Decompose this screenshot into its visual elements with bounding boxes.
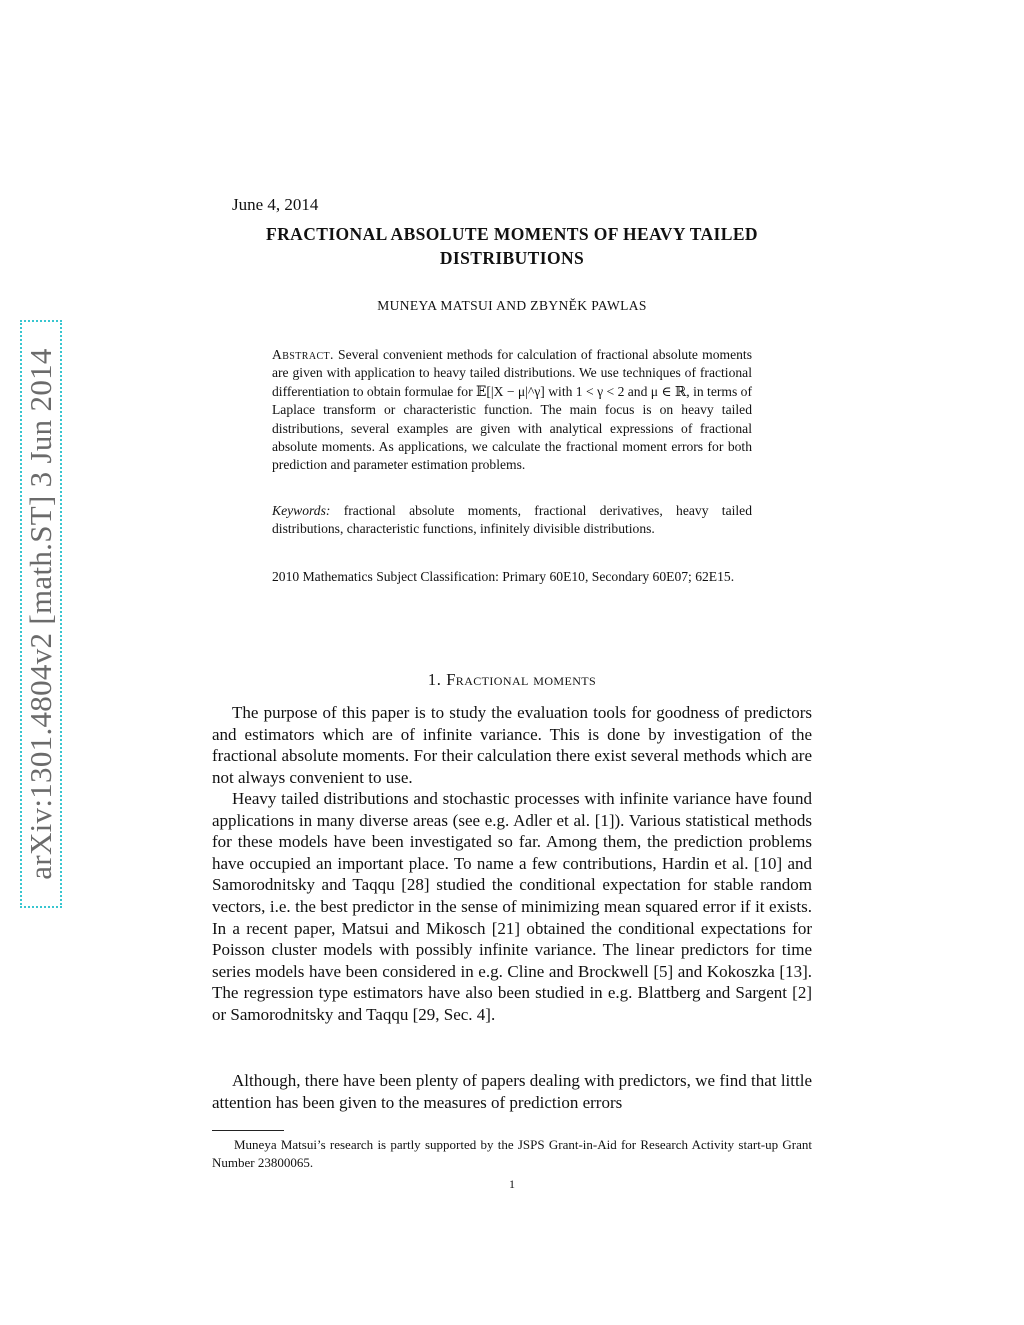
section-title: Fractional moments [446, 670, 597, 689]
footnote-rule [212, 1130, 284, 1131]
body-paragraph-2: Heavy tailed distributions and stochastic processes with infinite variance have found applications in many diverse areas (see e.g. Adler et al. [1]). Various statistical methods for these models have been investigated so far. Among them, the prediction problems have occupied an important place. To name a few contributions, Hardin et al. [10] and Samorodnitsky and Taqqu [28] studied the conditional expectation for stable random vectors, i.e. the best predictor in the sense of minimizing mean squared error if it exists. In a recent paper, Matsui and Mikosch [21] obtained the conditional expectations for Poisson cluster models with possibly infinite variance. The linear predictors for time series models have been considered in e.g. Cline and Brockwell [5] and Kokoszka [13]. The regression type estimators have also been studied in e.g. Blattberg and Sargent [2] or Samorodnitsky and Taqqu [29, Sec. 4]. [212, 789, 812, 1024]
paper-title: FRACTIONAL ABSOLUTE MOMENTS OF HEAVY TAILED DISTRIBUTIONS [266, 224, 758, 268]
subject-classification: 2010 Mathematics Subject Classification: Primary 60E10, Secondary 60E07; 62E15. [272, 569, 735, 584]
abstract [272, 346, 752, 475]
body-paragraph-1: The purpose of this paper is to study the evaluation tools for goodness of predictors and estimators which are of infinite variance. This is done by investigation of the fractional absolute moments. For their calculation there exist several methods which are not always convenient to use. [212, 703, 812, 787]
arxiv-side-stamp [20, 320, 62, 908]
section-heading [200, 670, 824, 690]
paper-authors: MUNEYA MATSUI AND ZBYNĚK PAWLAS [377, 298, 647, 313]
abstract-text: Several convenient methods for calculation of fractional absolute moments are given with application to heavy tailed distributions. We use techniques of fractional differentiation to obtain formulae for 𝔼[|X − μ|^γ] with 1 < γ < 2 and μ ∈ ℝ, in terms of Laplace transform or characteristic function. The main focus is on heavy tailed distributions, several examples are given with analytical expressions of fractional absolute moments. As applications, we calculate the fractional moment errors for both prediction and parameter estimation problems. [272, 347, 752, 473]
keywords [272, 502, 752, 539]
footnote: Muneya Matsui’s research is partly supported by the JSPS Grant-in-Aid for Research Activity start-up Grant Number 23800065. [212, 1137, 812, 1170]
paper-date: June 4, 2014 [232, 195, 319, 214]
keywords-label: Keywords: [272, 503, 331, 518]
body-paragraph-3: Although, there have been plenty of papers dealing with predictors, we find that little attention has been given to the measures of prediction errors [212, 1071, 812, 1112]
page-number: 1 [509, 1177, 515, 1191]
keywords-text: fractional absolute moments, fractional derivatives, heavy tailed distributions, characteristic functions, infinitely divisible distributions. [272, 503, 753, 537]
abstract-label: Abstract. [272, 347, 334, 362]
arxiv-identifier: arXiv:1301.4804v2 [math.ST] 3 Jun 2014 [23, 348, 58, 880]
section-number: 1. [427, 670, 442, 689]
